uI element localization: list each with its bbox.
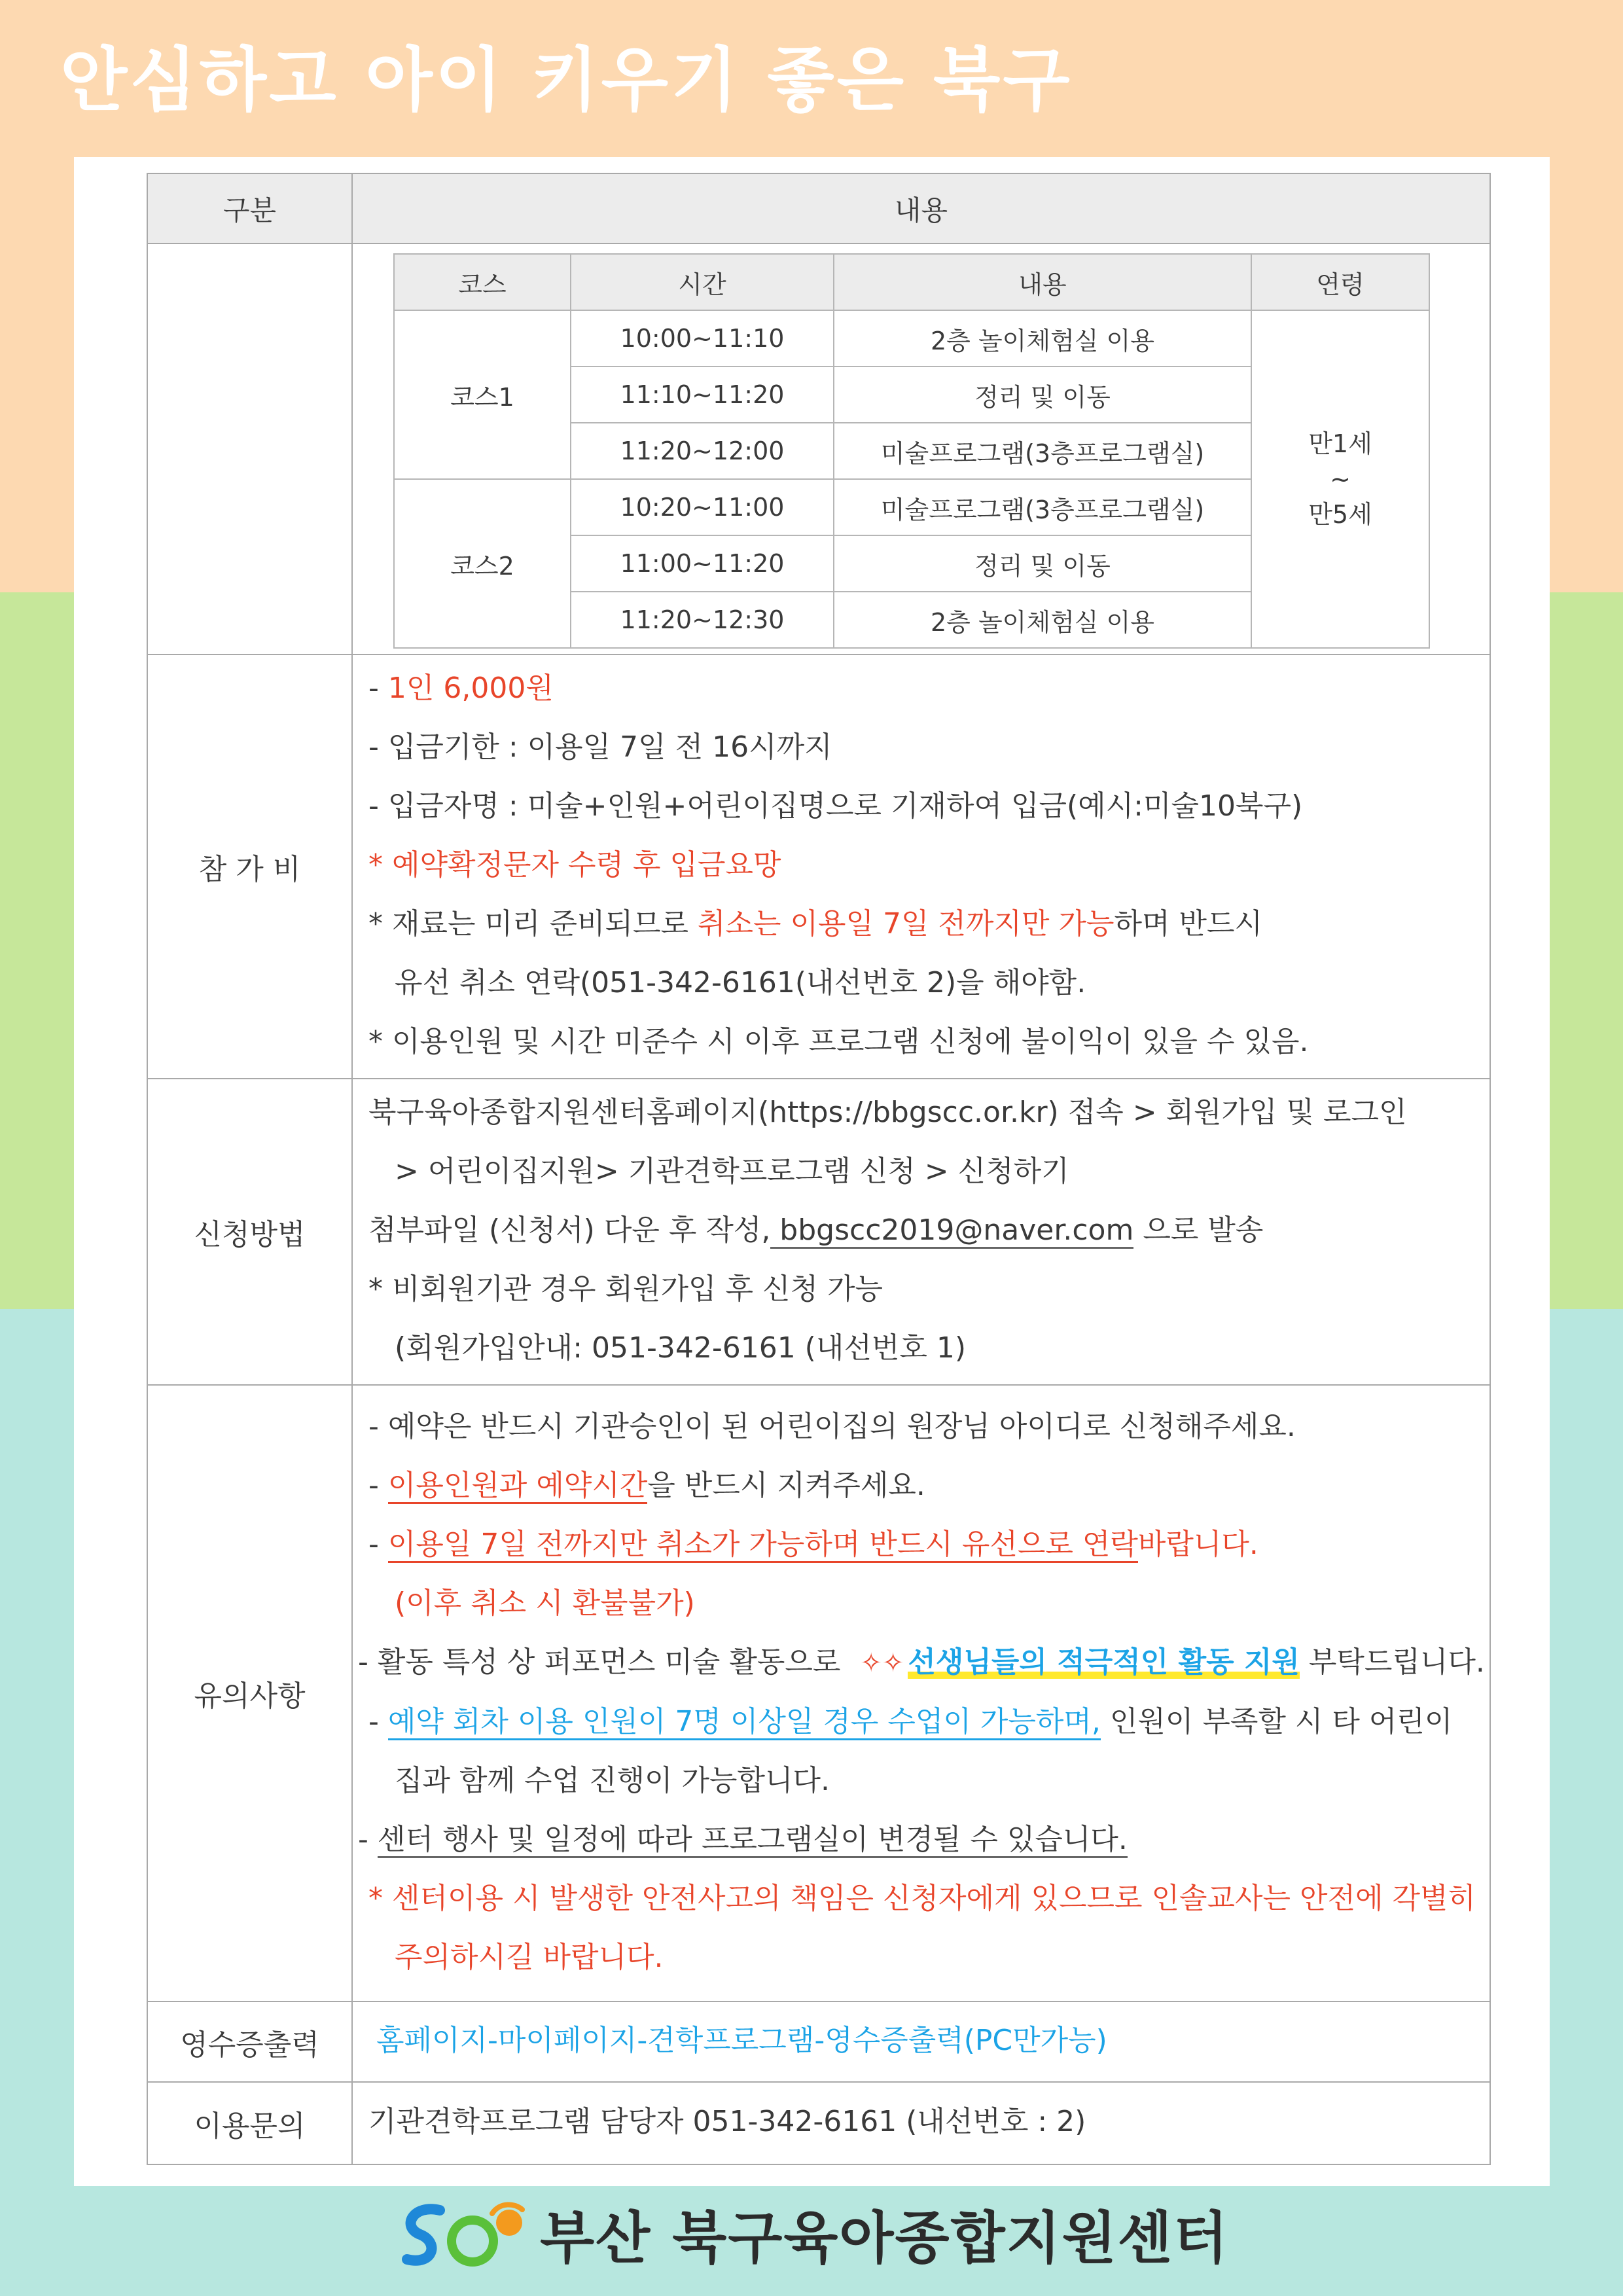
fee-cancel-policy: 취소는 이용일 7일 전까지만 가능 [697, 907, 1115, 941]
age-cell [1251, 310, 1429, 648]
note-1: - 예약은 반드시 기관승인이 된 어린이집의 원장님 아이디로 신청해주세요. [368, 1409, 1296, 1443]
age-tilde: ~ [1330, 465, 1351, 493]
schedule-table [393, 253, 1430, 649]
fee-depositor: - 입금자명 : 미술+인원+어린이집명으로 기재하여 입금(예시:미술10북구) [368, 789, 1303, 823]
fee-amount: 1인 6,000원 [387, 672, 554, 705]
course1-cell: 코스1 [394, 310, 571, 479]
time-cell-highlight: 10:20~11:00 [571, 479, 834, 535]
apply-homepage[interactable]: 북구육아종합지원센터홈페이지(https://bbgscc.or.kr) 접속 > 회원가입 및 로그인 [368, 1096, 1407, 1129]
apply-member-info: (회원가입안내: 051-342-6161 (내선번호 1) [395, 1331, 967, 1365]
course2-cell: 코스2 [394, 479, 571, 648]
schedule-label-cell [147, 243, 352, 655]
time-cell: 11:10~11:20 [571, 367, 834, 423]
schedule-header-course: 코스 [394, 254, 571, 310]
time-cell-highlight: 11:20~12:00 [571, 423, 834, 479]
schedule-header-row [394, 254, 1429, 310]
inquiry-contact: 기관견학프로그램 담당자 051-342-6161 (내선번호 : 2) [352, 2082, 1490, 2164]
apply-row [147, 1079, 1490, 1385]
notes-content: - 예약은 반드시 기관승인이 된 어린이집의 원장님 아이디로 신청해주세요. - 이용인원과 예약시간을 반드시 지켜주세요. - 이용일 7일 전까지만 취소가 가능하며 반드시 유선으로 연락바랍니다. (이후 취소 시 환불불가) - 활동 특성 상 퍼포먼스 미술 활동으로 ✧✧ 선생님들의 적극적인 활동 지원 부탁드립니다. - 예약 회차 이용 인원이 7명 이상일 경우 수업이 가능하며, 인원이 부족할 시 타 어린이 집과 함께 수업 진행이 가능합니다. - 센터 행사 및 일정에 따라 프로그램실이 변경될 수 있습니다. * 센터이용 시 발생한 안전사고의 책임은 신청자에게 있으므로 인솔교사는 안전에 각별히 주의하시길 바랍니다. [352, 1385, 1490, 2001]
content-cell: 미술프로그램(3층프로그램실) [834, 479, 1251, 535]
page-title: 안심하고 아이 키우기 좋은 북구 [60, 40, 1073, 120]
note-9: * 센터이용 시 발생한 안전사고의 책임은 신청자에게 있으므로 인솔교사는 안전에 각별히 [368, 1881, 1476, 1915]
inquiry-row [147, 2082, 1490, 2164]
note-3-refund: (이후 취소 시 환불불가) [395, 1586, 695, 1620]
note-2-highlight: 이용인원과 예약시간 [388, 1469, 648, 1504]
sparkle-stars-icon: ✧✧ [860, 1647, 904, 1678]
apply-label: 신청방법 [147, 1079, 352, 1385]
note-6-cont: 집과 함께 수업 진행이 가능합니다. [395, 1763, 830, 1797]
schedule-row [147, 243, 1490, 655]
receipt-row [147, 2001, 1490, 2082]
content-cell: 정리 및 이동 [834, 535, 1251, 592]
fee-notice: * 예약확정문자 수령 후 입금요망 [368, 848, 781, 882]
header-category: 구분 [147, 173, 352, 243]
content-cell: 2층 놀이체험실 이용 [834, 310, 1251, 367]
schedule-header-time: 시간 [571, 254, 834, 310]
note-9-cont: 주의하시길 바랍니다. [395, 1940, 664, 1974]
fee-label: 참 가 비 [147, 655, 352, 1079]
apply-content: 북구육아종합지원센터홈페이지(https://bbgscc.or.kr) 접속 > 회원가입 및 로그인 > 어린이집지원> 기관견학프로그램 신청 > 신청하기 첨부파일 (신청서) 다운 후 작성, bbgscc2019@naver.com 으로 발송 * 비회원기관 경우 회원가입 후 신청 가능 (회원가입안내: 051-342-6161 (내선번호 1) [352, 1079, 1490, 1385]
time-cell: 11:20~12:30 [571, 592, 834, 648]
schedule-header-content: 내용 [834, 254, 1251, 310]
fee-deadline: - 입금기한 : 이용일 7일 전 16시까지 [368, 730, 832, 764]
info-table [147, 173, 1491, 2165]
fee-row [147, 655, 1490, 1079]
note-8: 센터 행사 및 일정에 따라 프로그램실이 변경될 수 있습니다. [378, 1823, 1128, 1858]
age-max: 만5세 [1308, 500, 1372, 529]
schedule-header-age: 연령 [1251, 254, 1429, 310]
fee-content: - 1인 6,000원 - 입금기한 : 이용일 7일 전 16시까지 - 입금자명 : 미술+인원+어린이집명으로 기재하여 입금(예시:미술10북구) * 예약확정문자 수령 후 입금요망 * 재료는 미리 준비되므로 취소는 이용일 7일 전까지만 가능하며 반드시 유선 취소 연락(051-342-6161(내선번호 2)을 해야함. * 이용인원 및 시간 미준수 시 이후 프로그램 신청에 불이익이 있을 수 있음. [352, 655, 1490, 1079]
receipt-label: 영수증출력 [147, 2001, 352, 2082]
time-cell: 10:00~11:10 [571, 310, 834, 367]
content-cell: 2층 놀이체험실 이용 [834, 592, 1251, 648]
receipt-path[interactable]: 홈페이지-마이페이지-견학프로그램-영수증출력(PC만가능) [352, 2001, 1490, 2082]
fee-penalty: * 이용인원 및 시간 미준수 시 이후 프로그램 신청에 불이익이 있을 수 있음. [368, 1025, 1309, 1058]
fee-cancel-contact: 유선 취소 연락(051-342-6161(내선번호 2)을 해야함. [395, 966, 1086, 999]
time-cell: 11:00~11:20 [571, 535, 834, 592]
footer [0, 2193, 1623, 2271]
inquiry-label: 이용문의 [147, 2082, 352, 2164]
age-min: 만1세 [1308, 429, 1372, 458]
content-cell: 정리 및 이동 [834, 367, 1251, 423]
apply-path: > 어린이집지원> 기관견학프로그램 신청 > 신청하기 [395, 1155, 1069, 1188]
notes-label: 유의사항 [147, 1385, 352, 2001]
apply-nonmember: * 비회원기관 경우 회원가입 후 신청 가능 [368, 1272, 883, 1306]
footer-org-name: 부산 북구육아종합지원센터 [540, 2206, 1229, 2271]
note-6-highlight: 예약 회차 이용 인원이 7명 이상일 경우 수업이 가능하며, [388, 1705, 1101, 1740]
apply-email-link[interactable]: bbgscc2019@naver.com [770, 1213, 1133, 1249]
note-3-highlight: 이용일 7일 전까지만 취소가 가능하며 반드시 유선으로 연락 [388, 1528, 1138, 1563]
header-content: 내용 [352, 173, 1490, 243]
content-cell: 미술프로그램(3층프로그램실) [834, 423, 1251, 479]
table-header-row [147, 173, 1490, 243]
center-logo [394, 2194, 531, 2272]
notes-row [147, 1385, 1490, 2001]
table-row [394, 310, 1429, 367]
note-5-highlight: 선생님들의 적극적인 활동 지원 [908, 1645, 1300, 1679]
